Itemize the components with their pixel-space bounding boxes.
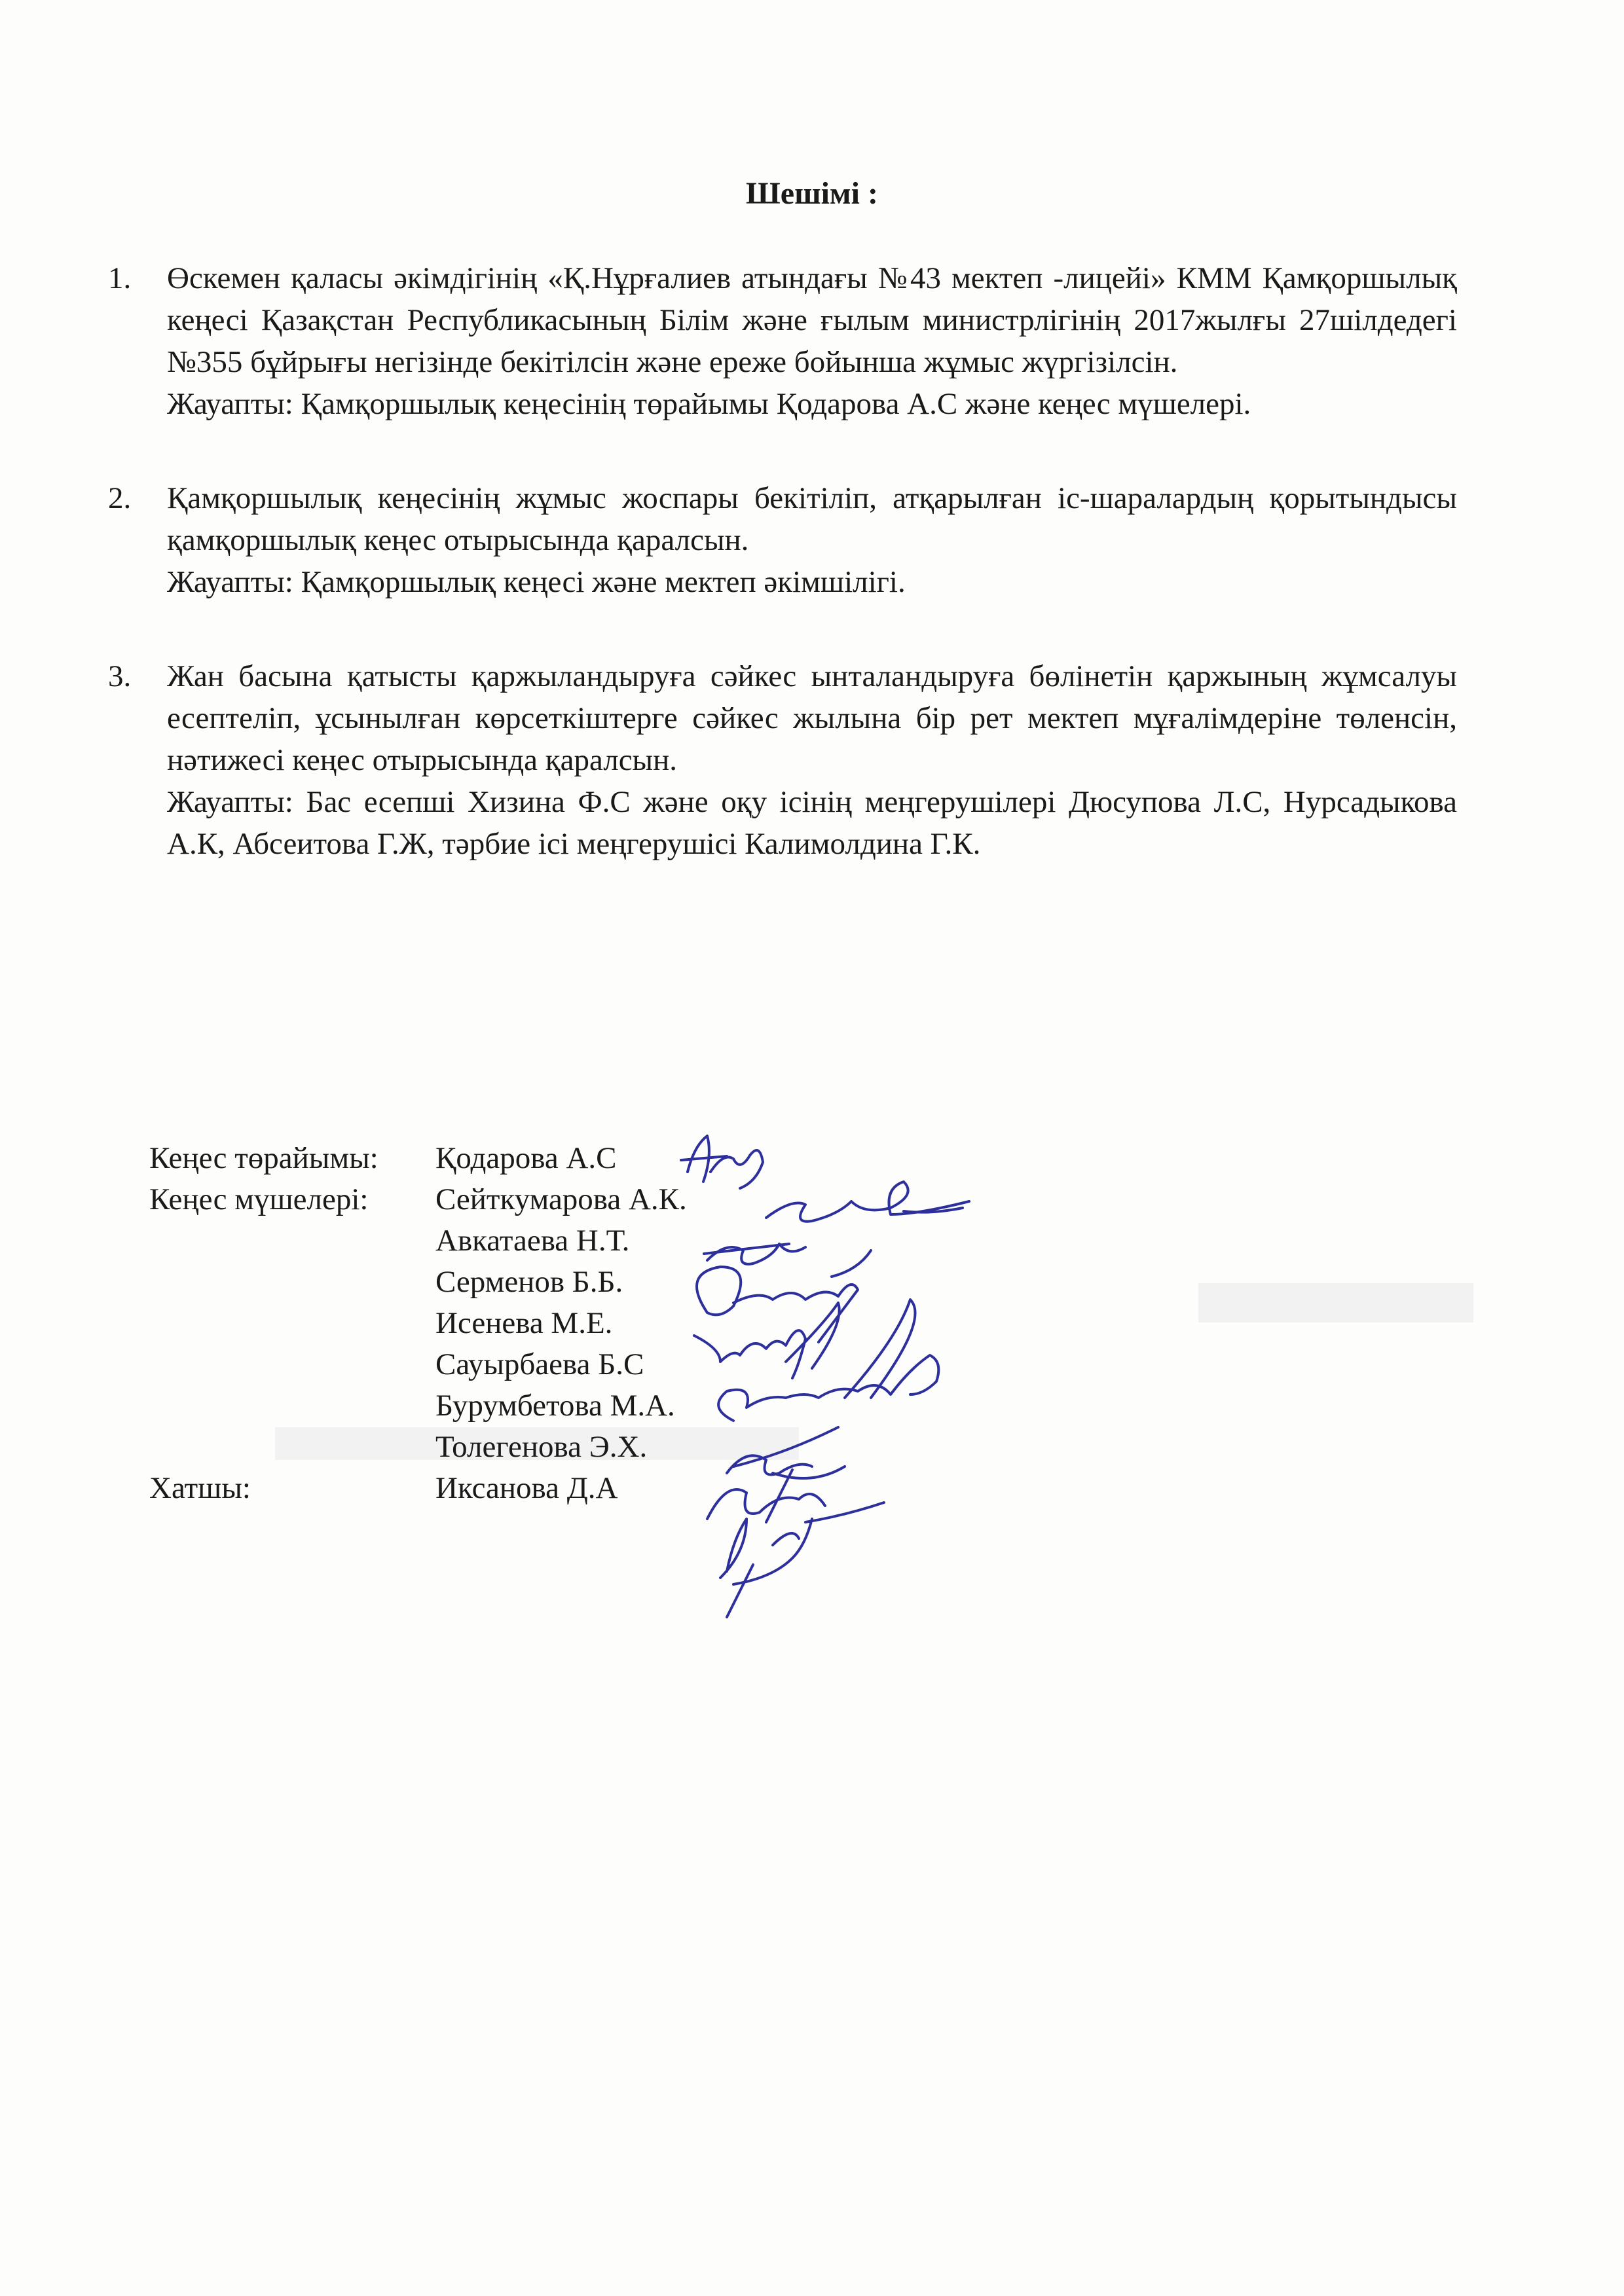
member-row <box>149 1385 687 1427</box>
item-text: Қамқоршылық кеңесінің жұмыс жоспары бекітіліп, атқарылған іс-шаралардың қорытындысы қамқоршылық кеңес отырысында қаралсын. <box>167 481 1457 557</box>
item-responsible: Жауапты: Қамқоршылық кеңесінің төрайымы Қодарова А.С және кеңес мүшелері. <box>167 387 1251 421</box>
signature-member <box>697 1250 871 1342</box>
item-number: 2. <box>108 481 132 515</box>
member-row <box>149 1179 687 1220</box>
member-name: Бурумбетова М.А. <box>435 1389 675 1423</box>
item-responsible: Жауапты: Қамқоршылық кеңесі және мектеп әкімшілігі. <box>167 565 906 599</box>
chair-label: Кеңес төрайымы: <box>149 1141 378 1175</box>
decision-item-3 <box>108 655 1457 865</box>
decision-list <box>108 257 1457 865</box>
chair-name: Қодарова А.С <box>435 1141 617 1175</box>
signature-member <box>694 1303 840 1378</box>
decision-item-1 <box>108 257 1457 425</box>
item-text: Жан басына қатысты қаржыландыруға сәйкес ынталандыруға бөлінетін қаржының жұмсалуы есептеліп, ұсынылған көрсеткіштерге сәйкес жылына бір рет мектеп мұғалімдеріне төленсін, нәтижесі кеңес отырысында қаралсын. <box>167 659 1457 777</box>
member-row <box>149 1262 687 1303</box>
member-row <box>149 1427 687 1468</box>
member-row <box>149 1344 687 1385</box>
members-label: Кеңес мүшелері: <box>149 1182 369 1216</box>
item-number: 1. <box>108 261 132 295</box>
signature-member <box>766 1182 969 1222</box>
signature-member <box>704 1244 805 1264</box>
secretary-row <box>149 1468 687 1509</box>
signature-chair <box>681 1136 763 1188</box>
signature-member <box>718 1300 938 1421</box>
item-number: 3. <box>108 659 132 693</box>
secretary-name: Иксанова Д.А <box>435 1471 618 1505</box>
signature-secretary <box>720 1519 812 1617</box>
member-row <box>149 1220 687 1262</box>
document-title: Шешімі : <box>746 176 878 211</box>
member-name: Толегенова Э.Х. <box>435 1430 648 1464</box>
chair-row <box>149 1138 687 1179</box>
secretary-label: Хатшы: <box>149 1471 251 1505</box>
scan-smudge <box>1198 1283 1473 1322</box>
member-name: Авкатаева Н.Т. <box>435 1224 630 1258</box>
member-name: Серменов Б.Б. <box>435 1265 623 1299</box>
member-name: Сейткумарова А.К. <box>435 1182 687 1216</box>
signature-block <box>149 1138 687 1509</box>
decision-item-2 <box>108 477 1457 603</box>
member-row <box>149 1303 687 1344</box>
signature-member <box>707 1470 884 1522</box>
member-name: Исенева М.Е. <box>435 1306 613 1340</box>
member-name: Сауырбаева Б.С <box>435 1347 644 1381</box>
item-text: Өскемен қаласы әкімдігінің «Қ.Нұрғалиев атындағы №43 мектеп -лицейі» КММ Қамқоршылық кеңесі Қазақстан Республикасының Білім және ғылым министрлігінің 2017жылғы 27шілдедегі №355 бұйрығы негізінде бекітілсін және ереже бойынша жұмыс жүргізілсін. <box>167 261 1457 379</box>
item-responsible: Жауапты: Бас есепші Хизина Ф.С және оқу ісінің меңгерушілері Дюсупова Л.С, Нурсадыкова А.К, Абсеитова Г.Ж, тәрбие ісі меңгерушісі Калимолдина Г.К. <box>167 785 1457 861</box>
